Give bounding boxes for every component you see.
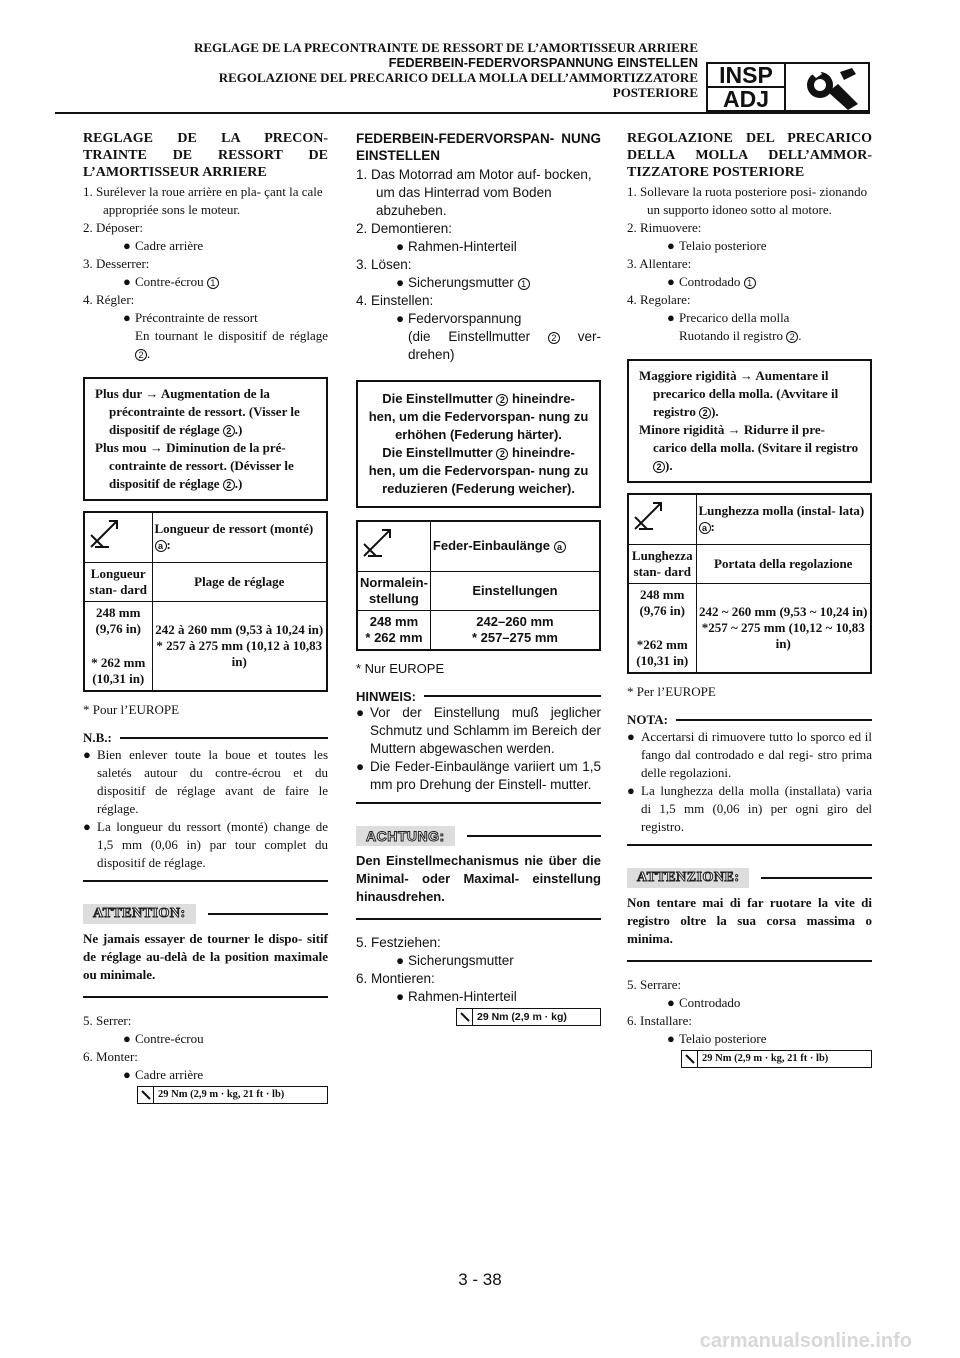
- step-4-item: ● Precarico della molla: [667, 310, 790, 325]
- section-title: REGLAGE DE LA PRECON- TRAINTE DE RESSORT DE L’AMORTISSEUR ARRIERE: [83, 131, 328, 180]
- step-3: 3. Desserrer:: [83, 256, 150, 271]
- attention-rule: [83, 996, 328, 998]
- step-2: 2. Déposer:: [83, 220, 143, 235]
- step-3: 3. Lösen:: [356, 257, 412, 272]
- note-heading: NOTA:: [627, 712, 872, 728]
- header-rule: [55, 112, 870, 114]
- callout-2-icon: 2: [548, 332, 560, 344]
- spec-col-standard: Normalein- stellung: [357, 571, 430, 610]
- attention-heading: ATTENTION:: [83, 904, 328, 924]
- column-italian: [627, 130, 872, 1068]
- bullet-icon: ●: [396, 311, 405, 326]
- spec-standard-values: 248 mm (9,76 in) *262 mm (10,31 in): [628, 583, 696, 673]
- attention-text: Den Einstellmechanismus nie über die Minimal- oder Maximal- einstellung hinausdrehen.: [356, 852, 601, 904]
- note-rule: [83, 880, 328, 882]
- spec-col-range: Einstellungen: [430, 571, 600, 610]
- step-4-item: ● Précontrainte de ressort: [123, 310, 258, 325]
- callout-2-icon: 2: [496, 394, 508, 406]
- step-4: 4. Régler:: [83, 292, 135, 307]
- step-6-item: ● Rahmen-Hinterteil: [396, 988, 517, 1004]
- step-5: 5. Serrer:: [83, 1012, 132, 1028]
- note-item: ● Vor der Einstellung muß jeglicher Schmutz und Schlamm im Bereich der Muttern abgewaschen werden.: [356, 704, 601, 756]
- footnote: * Per l’EUROPE: [627, 683, 716, 699]
- step-6: 6. Installare:: [627, 1012, 692, 1028]
- callout-a-icon: a: [699, 522, 711, 534]
- callout-1-icon: 1: [207, 277, 219, 289]
- step-6: 6. Montieren:: [356, 970, 435, 986]
- note-item: ● La longueur du ressort (monté) change de 1,5 mm (0,06 in) par tour complet du dispositif de réglage.: [83, 818, 328, 870]
- step-1: 1. Das Motorrad am Motor auf- bocken, um das Hinterrad vom Boden abzuheben.: [356, 167, 592, 218]
- step-4: 4. Einstellen:: [356, 293, 434, 308]
- attention-text: Non tentare mai di far ruotare la vite di registro oltre la sua corsa massima o minima.: [627, 894, 872, 946]
- bullet-icon: ●: [356, 704, 365, 720]
- step-5-item: ● Sicherungsmutter: [396, 952, 514, 968]
- callout-a-icon: a: [554, 541, 566, 553]
- callout-2-icon: 2: [699, 407, 711, 419]
- adjustment-box: [627, 359, 872, 483]
- step-2-item: ● Rahmen-Hinterteil: [396, 239, 517, 254]
- header-title-de: FEDERBEIN-FEDERVORSPANNUNG EINSTELLEN: [388, 55, 698, 70]
- box-line-harder: Die Einstellmutter 2 hineindre- hen, um die Federvorspan- nung zu erhöhen (Federung härter).: [368, 391, 589, 442]
- bullet-icon: ●: [667, 238, 675, 253]
- bullet-icon: ●: [123, 310, 131, 325]
- bullet-icon: ●: [396, 239, 405, 254]
- spec-icon: [357, 521, 430, 571]
- note-rule: [356, 802, 601, 804]
- bullet-icon: ●: [123, 1030, 131, 1046]
- bullet-icon: ●: [396, 988, 405, 1004]
- callout-2-icon: 2: [653, 461, 665, 473]
- step-3-item: ● Controdado 1: [627, 273, 872, 291]
- spec-title: Lunghezza molla (instal- lata) a :: [696, 494, 871, 544]
- box-line-softer: Plus mou → Diminution de la pré- contrainte de ressort. (Dévisser le dispositif de réglage 2 .): [95, 440, 294, 491]
- footnote: * Nur EUROPE: [356, 660, 445, 676]
- bullet-icon: ●: [667, 310, 675, 325]
- torque-spec: 29 Nm (2,9 m · kg): [456, 1008, 601, 1026]
- spec-table: [356, 520, 601, 651]
- box-line-softer: Die Einstellmutter 2 hineindre- hen, um die Federvorspan- nung zu reduzieren (Federung weicher).: [368, 445, 589, 496]
- step-3-item: ● Contre-écrou 1: [83, 273, 328, 291]
- spec-title: Longueur de ressort (monté) a :: [152, 512, 327, 562]
- box-line-harder: Maggiore rigidità → Aumentare il precarico della molla. (Avvitare il registro 2 ).: [639, 368, 839, 419]
- bullet-icon: ●: [396, 952, 405, 968]
- step-2: 2. Rimuovere:: [627, 220, 702, 235]
- section-title: REGOLAZIONE DEL PRECARICO DELLA MOLLA DELL’AMMOR- TIZZATORE POSTERIORE: [627, 131, 872, 180]
- column-german: [356, 130, 601, 1026]
- header-title-fr: REGLAGE DE LA PRECONTRAINTE DE RESSORT DE L’AMORTISSEUR ARRIERE: [193, 40, 698, 55]
- spec-standard-values: 248 mm (9,76 in) * 262 mm (10,31 in): [84, 601, 152, 691]
- insp-adj-badge: [706, 62, 786, 112]
- spec-range-values: 242 à 260 mm (9,53 à 10,24 in) * 257 à 275 mm (10,12 à 10,83 in): [152, 601, 327, 691]
- callout-1-icon: 1: [744, 277, 756, 289]
- page-header: [100, 40, 698, 100]
- bullet-icon: ●: [627, 728, 635, 744]
- page-number: 3 - 38: [458, 1270, 502, 1289]
- adjustment-box: [83, 377, 328, 501]
- note-item: ● Accertarsi di rimuovere tutto lo sporco ed il fango dal controdado e dal regi- stro prima delle regolazioni.: [627, 728, 872, 780]
- attention-rule: [356, 918, 601, 920]
- note-item: ● Bien enlever toute la boue et toutes les saletés autour du contre-écrou et du dispositif de réglage avant de faire le réglage.: [83, 746, 328, 816]
- bullet-icon: ●: [123, 1066, 131, 1082]
- bullet-icon: ●: [123, 238, 131, 253]
- step-3: 3. Allentare:: [627, 256, 692, 271]
- bullet-icon: ●: [627, 782, 635, 798]
- torque-wrench-icon: [682, 1051, 698, 1067]
- step-4-detail: (die Einstellmutter 2 ver- drehen): [408, 329, 601, 362]
- bullet-icon: ●: [123, 274, 131, 289]
- note-item: ● Die Feder-Einbaulänge variiert um 1,5 mm pro Drehung der Einstell- mutter.: [356, 758, 601, 792]
- callout-2-icon: 2: [223, 479, 235, 491]
- badge-adj: ADJ: [722, 86, 769, 112]
- step-5: 5. Festziehen:: [356, 934, 441, 950]
- step-5-item: ● Controdado: [667, 994, 741, 1010]
- note-heading: N.B.:: [83, 730, 328, 746]
- step-6-item: ● Cadre arrière: [123, 1066, 204, 1082]
- callout-2-icon: 2: [223, 425, 235, 437]
- step-4-detail: Ruotando il registro 2 .: [679, 328, 802, 343]
- spec-table: [627, 493, 872, 674]
- step-2-item: ● Telaio posteriore: [667, 238, 767, 253]
- step-6: 6. Monter:: [83, 1048, 138, 1064]
- step-1: 1. Surélever la roue arrière en pla- çant la cale appropriée sons le moteur.: [83, 184, 323, 217]
- bullet-icon: ●: [83, 746, 91, 762]
- badge-insp: INSP: [708, 64, 784, 88]
- callout-a-icon: a: [155, 540, 167, 552]
- attention-rule: [627, 960, 872, 962]
- note-heading: HINWEIS:: [356, 689, 601, 704]
- spec-icon: [628, 494, 696, 544]
- bullet-icon: ●: [667, 274, 675, 289]
- step-2-item: ● Cadre arrière: [123, 238, 204, 253]
- attention-heading: ATTENZIONE:: [627, 868, 872, 888]
- column-french: [83, 130, 328, 1104]
- box-line-softer: Minore rigidità → Ridurre il pre- carico della molla. (Svitare il registro 2 ).: [639, 422, 859, 473]
- step-2: 2. Demontieren:: [356, 221, 453, 236]
- box-line-harder: Plus dur → Augmentation de la précontrainte de ressort. (Visser le dispositif de réglage 2 .): [95, 386, 300, 437]
- step-3-item: ● Sicherungsmutter 1: [356, 274, 601, 292]
- spec-col-standard: Lunghezza stan- dard: [628, 544, 696, 583]
- bullet-icon: ●: [667, 1030, 675, 1046]
- spec-col-range: Portata della regolazione: [696, 544, 871, 583]
- attention-text: Ne jamais essayer de tourner le dispo- sitif de réglage au-delà de la position maximale ou minimale.: [83, 930, 328, 982]
- spec-table: [83, 511, 328, 692]
- bullet-icon: ●: [356, 758, 365, 774]
- wrench-icon: [786, 62, 870, 112]
- torque-spec: 29 Nm (2,9 m · kg, 21 ft · lb): [137, 1086, 328, 1104]
- callout-2-icon: 2: [496, 448, 508, 460]
- footnote: * Pour l’EUROPE: [83, 701, 180, 717]
- watermark: carmanualsonline.info: [699, 1330, 912, 1352]
- spec-title: Feder-Einbaulänge a: [430, 521, 600, 571]
- header-title-it: REGOLAZIONE DEL PRECARICO DELLA MOLLA DELL’AMMORTIZZATORE: [218, 70, 698, 85]
- step-6-item: ● Telaio posteriore: [667, 1030, 767, 1046]
- step-5-item: ● Contre-écrou: [123, 1030, 204, 1046]
- note-rule: [627, 844, 872, 846]
- bullet-icon: ●: [83, 818, 91, 834]
- attention-heading: ACHTUNG:: [356, 826, 601, 846]
- spec-icon: [84, 512, 152, 562]
- spec-col-standard: Longueur stan- dard: [84, 562, 152, 601]
- torque-spec: 29 Nm (2,9 m · kg, 21 ft · lb): [681, 1050, 872, 1068]
- header-title-it-2: POSTERIORE: [612, 85, 698, 100]
- adjustment-box: [356, 380, 601, 508]
- torque-wrench-icon: [457, 1009, 473, 1025]
- spec-col-range: Plage de réglage: [152, 562, 327, 601]
- callout-2-icon: 2: [135, 349, 147, 361]
- bullet-icon: ●: [667, 994, 675, 1010]
- spec-standard-values: 248 mm * 262 mm: [357, 610, 430, 650]
- callout-2-icon: 2: [786, 331, 798, 343]
- note-item: ● La lunghezza della molla (installata) varia di 1,5 mm (0,06 in) per ogni giro del registro.: [627, 782, 872, 834]
- step-5: 5. Serrare:: [627, 976, 682, 992]
- step-1: 1. Sollevare la ruota posteriore posi- zionando un supporto idoneo sotto al motore.: [627, 184, 868, 217]
- step-4-detail: En tournant le dispositif de réglage 2 .: [135, 328, 328, 361]
- callout-1-icon: 1: [518, 278, 530, 290]
- bullet-icon: ●: [396, 275, 405, 290]
- torque-wrench-icon: [138, 1087, 154, 1103]
- section-title: FEDERBEIN-FEDERVORSPAN- NUNG EINSTELLEN: [356, 131, 601, 163]
- step-4: 4. Regolare:: [627, 292, 691, 307]
- spec-range-values: 242 ~ 260 mm (9,53 ~ 10,24 in) *257 ~ 275 mm (10,12 ~ 10,83 in): [696, 583, 871, 673]
- step-4-item: ● Federvorspannung: [396, 311, 522, 326]
- spec-range-values: 242–260 mm * 257–275 mm: [430, 610, 600, 650]
